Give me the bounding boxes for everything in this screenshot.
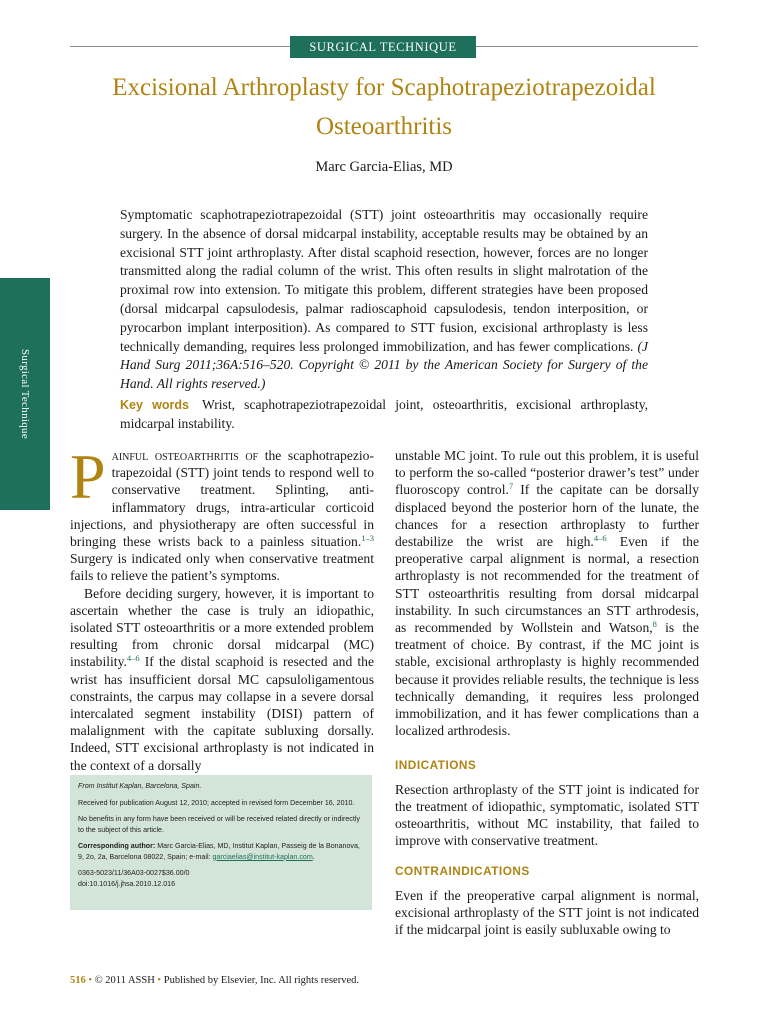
benefits-note: No benefits in any form have been received or will be received related directly or indirectly to the subject of this article. — [78, 815, 360, 834]
keywords — [120, 396, 648, 434]
doi-line: doi:10.1016/j.jhsa.2010.12.016 — [78, 879, 176, 888]
para2-text-a: Before deciding surgery, however, it is important to ascertain whether the case is truly an idiopathic, isolated STT osteoarthritis or a more extended problem resulting from chronic dorsal midcarpal (MC) instability. — [70, 585, 374, 670]
email-link[interactable]: garciaelias@institut-kaplan.com — [212, 852, 313, 861]
contraindications-text: Even if the preoperative carpal alignment is normal, excisional arthroplasty of the STT joint is not indicated if the midcarpal joint is easily subluxable owing to — [395, 887, 699, 938]
right-column — [395, 447, 699, 938]
side-tab-label: Surgical Technique — [19, 348, 31, 440]
intro-text-b: Surgery is indicated only when conservative treatment fails to relieve the patient’s symptoms. — [70, 551, 374, 584]
footer-separator: • — [85, 975, 95, 986]
reference-link[interactable]: 7 — [508, 481, 514, 492]
corresponding-author-end: . — [312, 852, 315, 861]
corresponding-author-text: Marc Garcia-Elias, MD, Institut Kaplan, Passeig de la Bonanova, 9, 2o, 2a, Barcelona 08022, Spain; e-mail: — [78, 842, 360, 861]
abstract-text: Symptomatic scaphotrapeziotrapezoidal (STT) joint osteoarthritis may occasionally require surgery. In the absence of dorsal midcarpal instability, acceptable results may be obtained by an excisional STT joint arthroplasty. After distal scaphoid resection, however, forces are no longer transmitted along the radial column of the wrist. This often results in slight malrotation of the proximal row into extension. To mitigate this problem, different strategies have been proposed (dorsal midcarpal capsulodesis, palmar radioscaphoid capsulodesis, tendon interposition, or pyrocarbon implant interposition). As compared to STT fusion, excisional arthroplasty is less technically demanding, requires less prolonged immobilization, and has fewer complications. — [120, 207, 648, 354]
intro-smallcaps: ainful osteoarthritis of — [111, 448, 259, 463]
reference-link[interactable]: 8 — [652, 619, 657, 630]
affiliation-note: From Institut Kaplan, Barcelona, Spain. — [78, 782, 202, 790]
indications-heading: INDICATIONS — [395, 758, 477, 773]
received-note: Received for publication August 12, 2010; accepted in revised form December 16, 2010. — [78, 798, 355, 807]
page-number: 516 — [70, 975, 86, 986]
reference-link[interactable]: 4–6 — [126, 653, 140, 664]
footer-copyright: © 2011 ASSH — [94, 975, 155, 986]
page-footer — [70, 975, 359, 986]
drop-cap: P — [70, 441, 106, 512]
corresponding-author-note — [78, 841, 364, 862]
para3-text-b: If the capitate can be dorsally displaced beyond the posterior horn of the lunate, the chances for a resection arthroplasty to further destabilize the wrist are high. — [395, 482, 699, 550]
issn-line: 0363-5023/11/36A03-0027$36.00/0 — [78, 869, 190, 877]
abstract-citation: (J Hand Surg 2011;36A:516–520. Copyright © 2011 by the American Society for Surgery of the Hand. All rights reserved.) — [120, 338, 648, 392]
intro-paragraph — [70, 441, 374, 585]
para2-text-b: If the distal scaphoid is resected and the wrist has insufficient dorsal MC capsuloligamentous constraints, the carpus may collapse in a severe dorsal intercalated segment instability (DISI) pattern of malalignment with the capitate subluxing dorsally. Indeed, STT excisional arthroplasty is not indicated in the context of a dorsally — [70, 654, 374, 773]
para3-text-c: Even if the preoperative carpal alignment is normal, a resection arthroplasty is not recommended for the treatment of STT osteoarthritis resulting from dorsal midcarpal instability. In such circumstances an STT arthrodesis, as recommended by Wollstein and Watson, — [395, 534, 699, 636]
abstract — [120, 206, 648, 434]
title-line-2: Osteoarthritis — [315, 113, 453, 140]
intro-text-a: the scaphotrapezio-trapezoidal (STT) joint tends to respond well to conservative treatment. Splinting, anti-inflammatory drugs, intra-articular corticoid injections, and physiotherapy are often successful in bringing these wrists back to a painless situation. — [70, 448, 374, 550]
body-paragraph-2 — [70, 585, 374, 774]
keywords-text: Wrist, scaphotrapeziotrapezoidal joint, osteoarthritis, excisional arthroplasty, midcarpal instability. — [120, 396, 649, 431]
indications-text: Resection arthroplasty of the STT joint is indicated for the treatment of idiopathic, symptomatic, isolated STT osteoarthritis, without MC instability, that failed to improve with conservative treatment. — [395, 781, 699, 849]
footer-separator: • — [154, 975, 164, 986]
author: Marc Garcia-Elias, MD — [315, 159, 453, 175]
para3-text-a: unstable MC joint. To rule out this problem, it is useful to perform the so-called “posterior drawer’s test” under fluoroscopy control. — [395, 448, 699, 498]
footer-publisher: Published by Elsevier, Inc. All rights reserved. — [163, 975, 359, 986]
article-notes-box — [70, 775, 372, 910]
header-rule-left — [70, 46, 290, 47]
keywords-label: Key words — [120, 397, 189, 412]
body-paragraph-3 — [395, 447, 699, 739]
corresponding-author-label: Corresponding author: — [78, 842, 156, 850]
header-rule-right — [476, 46, 698, 47]
contraindications-heading: CONTRAINDICATIONS — [395, 864, 530, 879]
left-column — [70, 441, 374, 774]
title-line-1: Excisional Arthroplasty for Scaphotrapeziotrapezoidal — [112, 74, 656, 101]
section-badge: SURGICAL TECHNIQUE — [290, 36, 476, 58]
article-title — [40, 68, 728, 146]
para3-text-d: is the treatment of choice. By contrast, if the MC joint is stable, excisional arthroplasty is highly recommended because it provides reliable results, the technique is less technically demanding, it requires less prolonged immobilization, and it has fewer complications than a localized arthrodesis. — [395, 620, 699, 739]
reference-link[interactable]: 1–3 — [361, 533, 374, 544]
reference-link[interactable]: 4–6 — [593, 533, 607, 544]
